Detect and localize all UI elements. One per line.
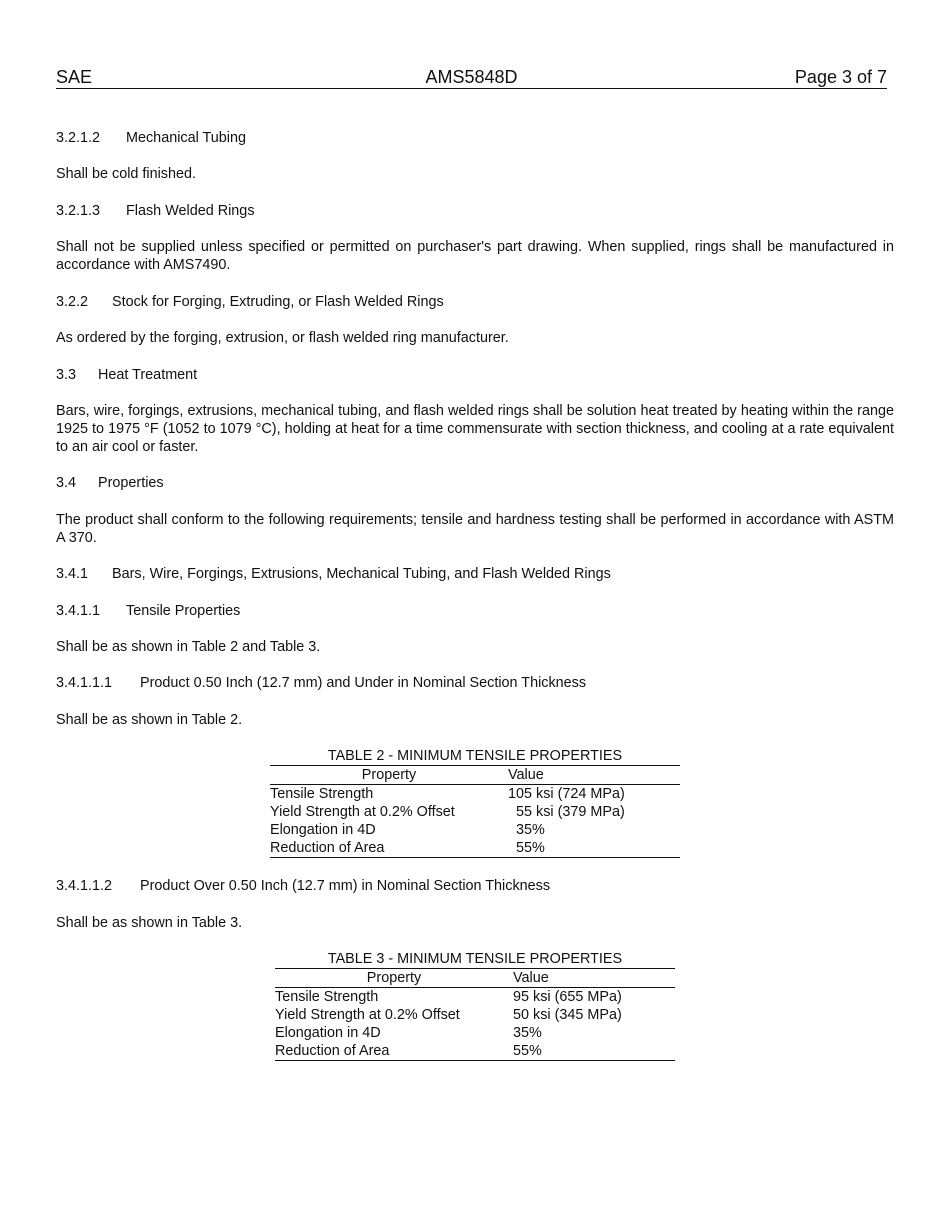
table-header-value: Value [508, 767, 544, 783]
table-cell-value: 35% [516, 822, 545, 838]
table-2 [270, 747, 680, 858]
section-text-3-4-1-1: Shall be as shown in Table 2 and Table 3. [56, 639, 321, 655]
section-heading-3-4-1-1-2 [56, 877, 894, 895]
section-title: Properties [98, 475, 164, 491]
table-cell-property: Reduction of Area [275, 1043, 390, 1059]
header-doc-number: AMS5848D [425, 67, 518, 87]
table-cell-property: Yield Strength at 0.2% Offset [275, 1007, 460, 1023]
table-row [270, 785, 680, 803]
section-title: Heat Treatment [98, 367, 198, 383]
table-cell-value: 35% [513, 1025, 542, 1041]
table-row [275, 988, 675, 1006]
table-cell-value: 95 ksi (655 MPa) [513, 989, 622, 1005]
table-cell-value: 55% [513, 1043, 542, 1059]
section-title: Product 0.50 Inch (12.7 mm) and Under in Nominal Section Thickness [140, 675, 587, 691]
section-title: Bars, Wire, Forgings, Extrusions, Mechanical Tubing, and Flash Welded Rings [112, 566, 611, 582]
section-number: 3.2.1.3 [56, 203, 101, 219]
table-cell-value: 50 ksi (345 MPa) [513, 1007, 622, 1023]
table-header-property: Property [361, 767, 417, 783]
table-caption: TABLE 3 - MINIMUM TENSILE PROPERTIES [327, 951, 623, 967]
section-text-3-2-1-3: Shall not be supplied unless specified or permitted on purchaser's part drawing. When supplied, rings shall be manufactured in accordance with AMS7490. [56, 239, 894, 273]
section-heading-3-4-1-1-1 [56, 674, 894, 692]
table-cell-property: Tensile Strength [270, 786, 374, 802]
table-cell-property: Reduction of Area [270, 840, 385, 856]
section-number: 3.2.1.2 [56, 130, 101, 146]
section-heading-3-3 [56, 366, 894, 384]
table-body [275, 988, 675, 1061]
table-row [270, 803, 680, 821]
table-row [270, 821, 680, 839]
table-header-value: Value [513, 970, 549, 986]
section-heading-3-2-1-3 [56, 202, 894, 220]
section-text-3-2-1-2: Shall be cold finished. [56, 166, 196, 182]
header-page-number: Page 3 of 7 [794, 67, 887, 87]
section-number: 3.4 [56, 475, 77, 491]
table-3 [275, 950, 675, 1061]
section-number: 3.2.2 [56, 294, 89, 310]
section-heading-3-4-1-1 [56, 602, 894, 620]
table-cell-value: 55 ksi (379 MPa) [516, 804, 625, 820]
section-heading-3-4 [56, 474, 894, 492]
table-cell-property: Tensile Strength [275, 989, 379, 1005]
table-row [275, 1042, 675, 1060]
section-text-3-4: The product shall conform to the following requirements; tensile and hardness testing shall be performed in accordance with ASTM A 370. [56, 512, 894, 546]
section-heading-3-2-2 [56, 293, 894, 311]
page-header [56, 66, 887, 89]
section-number: 3.4.1.1 [56, 603, 101, 619]
table-row [275, 1006, 675, 1024]
section-text-3-4-1-1-2: Shall be as shown in Table 3. [56, 915, 243, 931]
table-cell-value: 105 ksi (724 MPa) [508, 786, 625, 802]
table-cell-value: 55% [516, 840, 545, 856]
table-cell-property: Elongation in 4D [270, 822, 376, 838]
table-header-row [270, 765, 680, 785]
section-title: Mechanical Tubing [126, 130, 246, 146]
section-text-3-4-1-1-1: Shall be as shown in Table 2. [56, 712, 243, 728]
table-row [270, 839, 680, 857]
section-heading-3-4-1 [56, 565, 894, 583]
table-header-property: Property [366, 970, 422, 986]
section-title: Product Over 0.50 Inch (12.7 mm) in Nominal Section Thickness [140, 878, 551, 894]
header-org: SAE [56, 67, 93, 87]
table-body [270, 785, 680, 858]
section-title: Tensile Properties [126, 603, 241, 619]
table-caption: TABLE 2 - MINIMUM TENSILE PROPERTIES [327, 748, 623, 764]
section-number: 3.4.1 [56, 566, 89, 582]
table-row [275, 1024, 675, 1042]
section-title: Stock for Forging, Extruding, or Flash Welded Rings [112, 294, 444, 310]
table-header-row [275, 968, 675, 988]
table-cell-property: Elongation in 4D [275, 1025, 381, 1041]
section-number: 3.3 [56, 367, 77, 383]
section-title: Flash Welded Rings [126, 203, 255, 219]
section-number: 3.4.1.1.1 [56, 675, 113, 691]
section-text-3-3: Bars, wire, forgings, extrusions, mechanical tubing, and flash welded rings shall be solution heat treated by heating within the range 1925 to 1975 °F (1052 to 1079 °C), holding at heat for a time commensurate with section thickness, and cooling at a rate equivalent to an air cool or faster. [56, 403, 894, 455]
section-text-3-2-2: As ordered by the forging, extrusion, or flash welded ring manufacturer. [56, 330, 509, 346]
table-cell-property: Yield Strength at 0.2% Offset [270, 804, 455, 820]
section-heading-3-2-1-2 [56, 129, 894, 147]
section-number: 3.4.1.1.2 [56, 878, 113, 894]
